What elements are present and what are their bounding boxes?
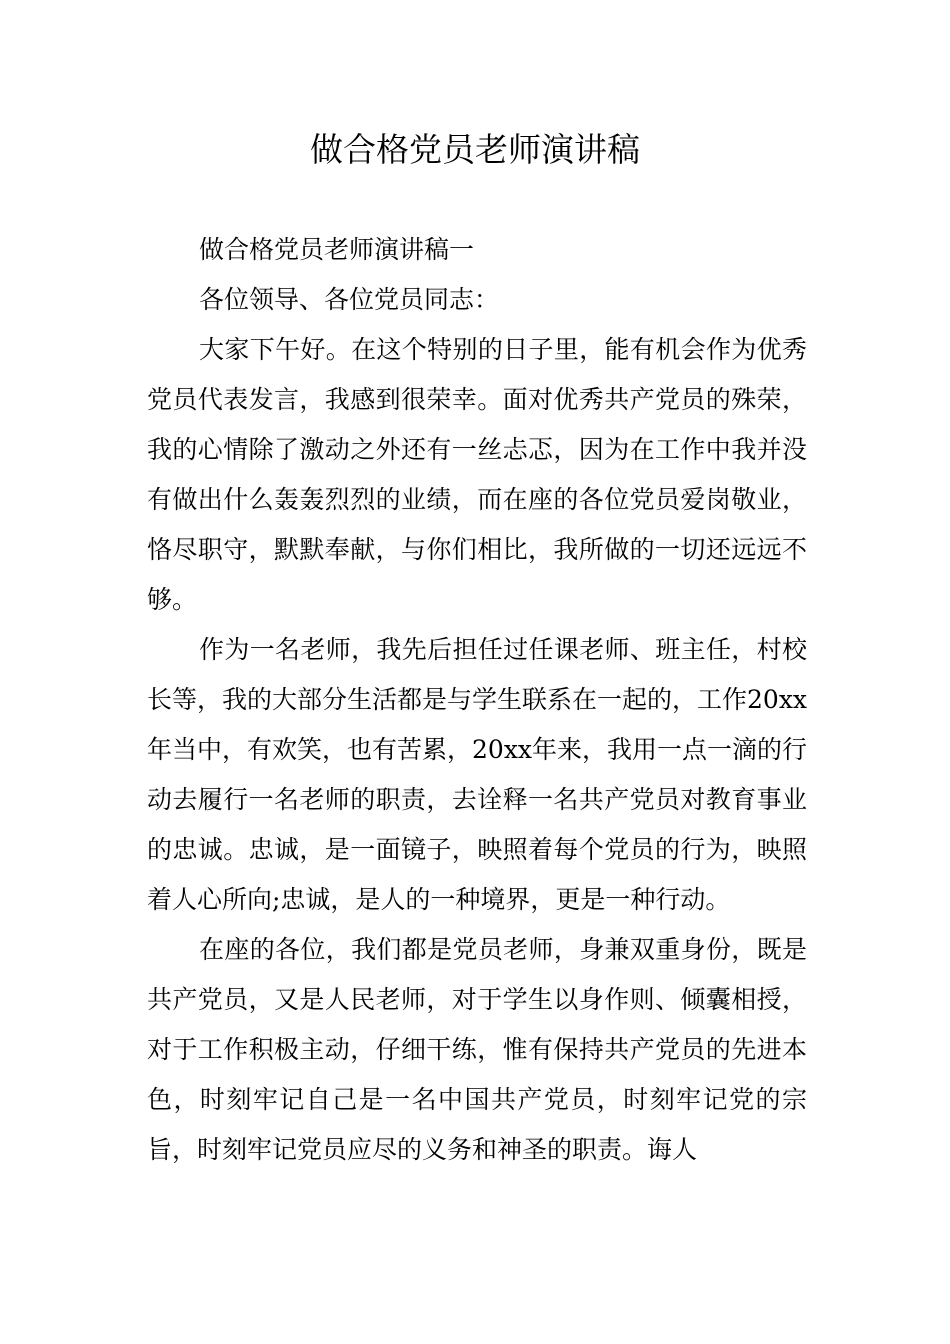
paragraph-3: 在座的各位，我们都是党员老师，身兼双重身份，既是共产党员，又是人民老师，对于学生以身作则、倾囊相授，对于工作积极主动，仔细干练，惟有保持共产党员的先进本色，时刻牢记自己是一名中国共产党员，时刻牢记党的宗旨，时刻牢记党员应尽的义务和神圣的职责。诲人: [147, 935, 807, 1164]
document-title: 做合格党员老师演讲稿: [310, 130, 640, 169]
paragraph-2: 作为一名老师，我先后担任过任课老师、班主任，村校长等，我的大部分生活都是与学生联系在一起的，工作20xx年当中，有欢笑，也有苦累，20xx年来，我用一点一滴的行动去履行一名老师的职责，去诠释一名共产党员对教育事业的忠诚。忠诚，是一面镜子，映照着每个党员的行为，映照着人心所向;忠诚，是人的一种境界，更是一种行动。: [147, 635, 808, 914]
paragraph-subtitle: 做合格党员老师演讲稿一: [199, 235, 475, 264]
document-body: [147, 225, 807, 1175]
paragraph-salutation: 各位领导、各位党员同志：: [199, 285, 500, 314]
paragraph-1: 大家下午好。在这个特别的日子里，能有机会作为优秀党员代表发言，我感到很荣幸。面对优秀共产党员的殊荣，我的心情除了激动之外还有一丝忐忑，因为在工作中我并没有做出什么轰轰烈烈的业绩，而在座的各位党员爱岗敬业，恪尽职守，默默奉献，与你们相比，我所做的一切还远远不够。: [147, 335, 807, 614]
